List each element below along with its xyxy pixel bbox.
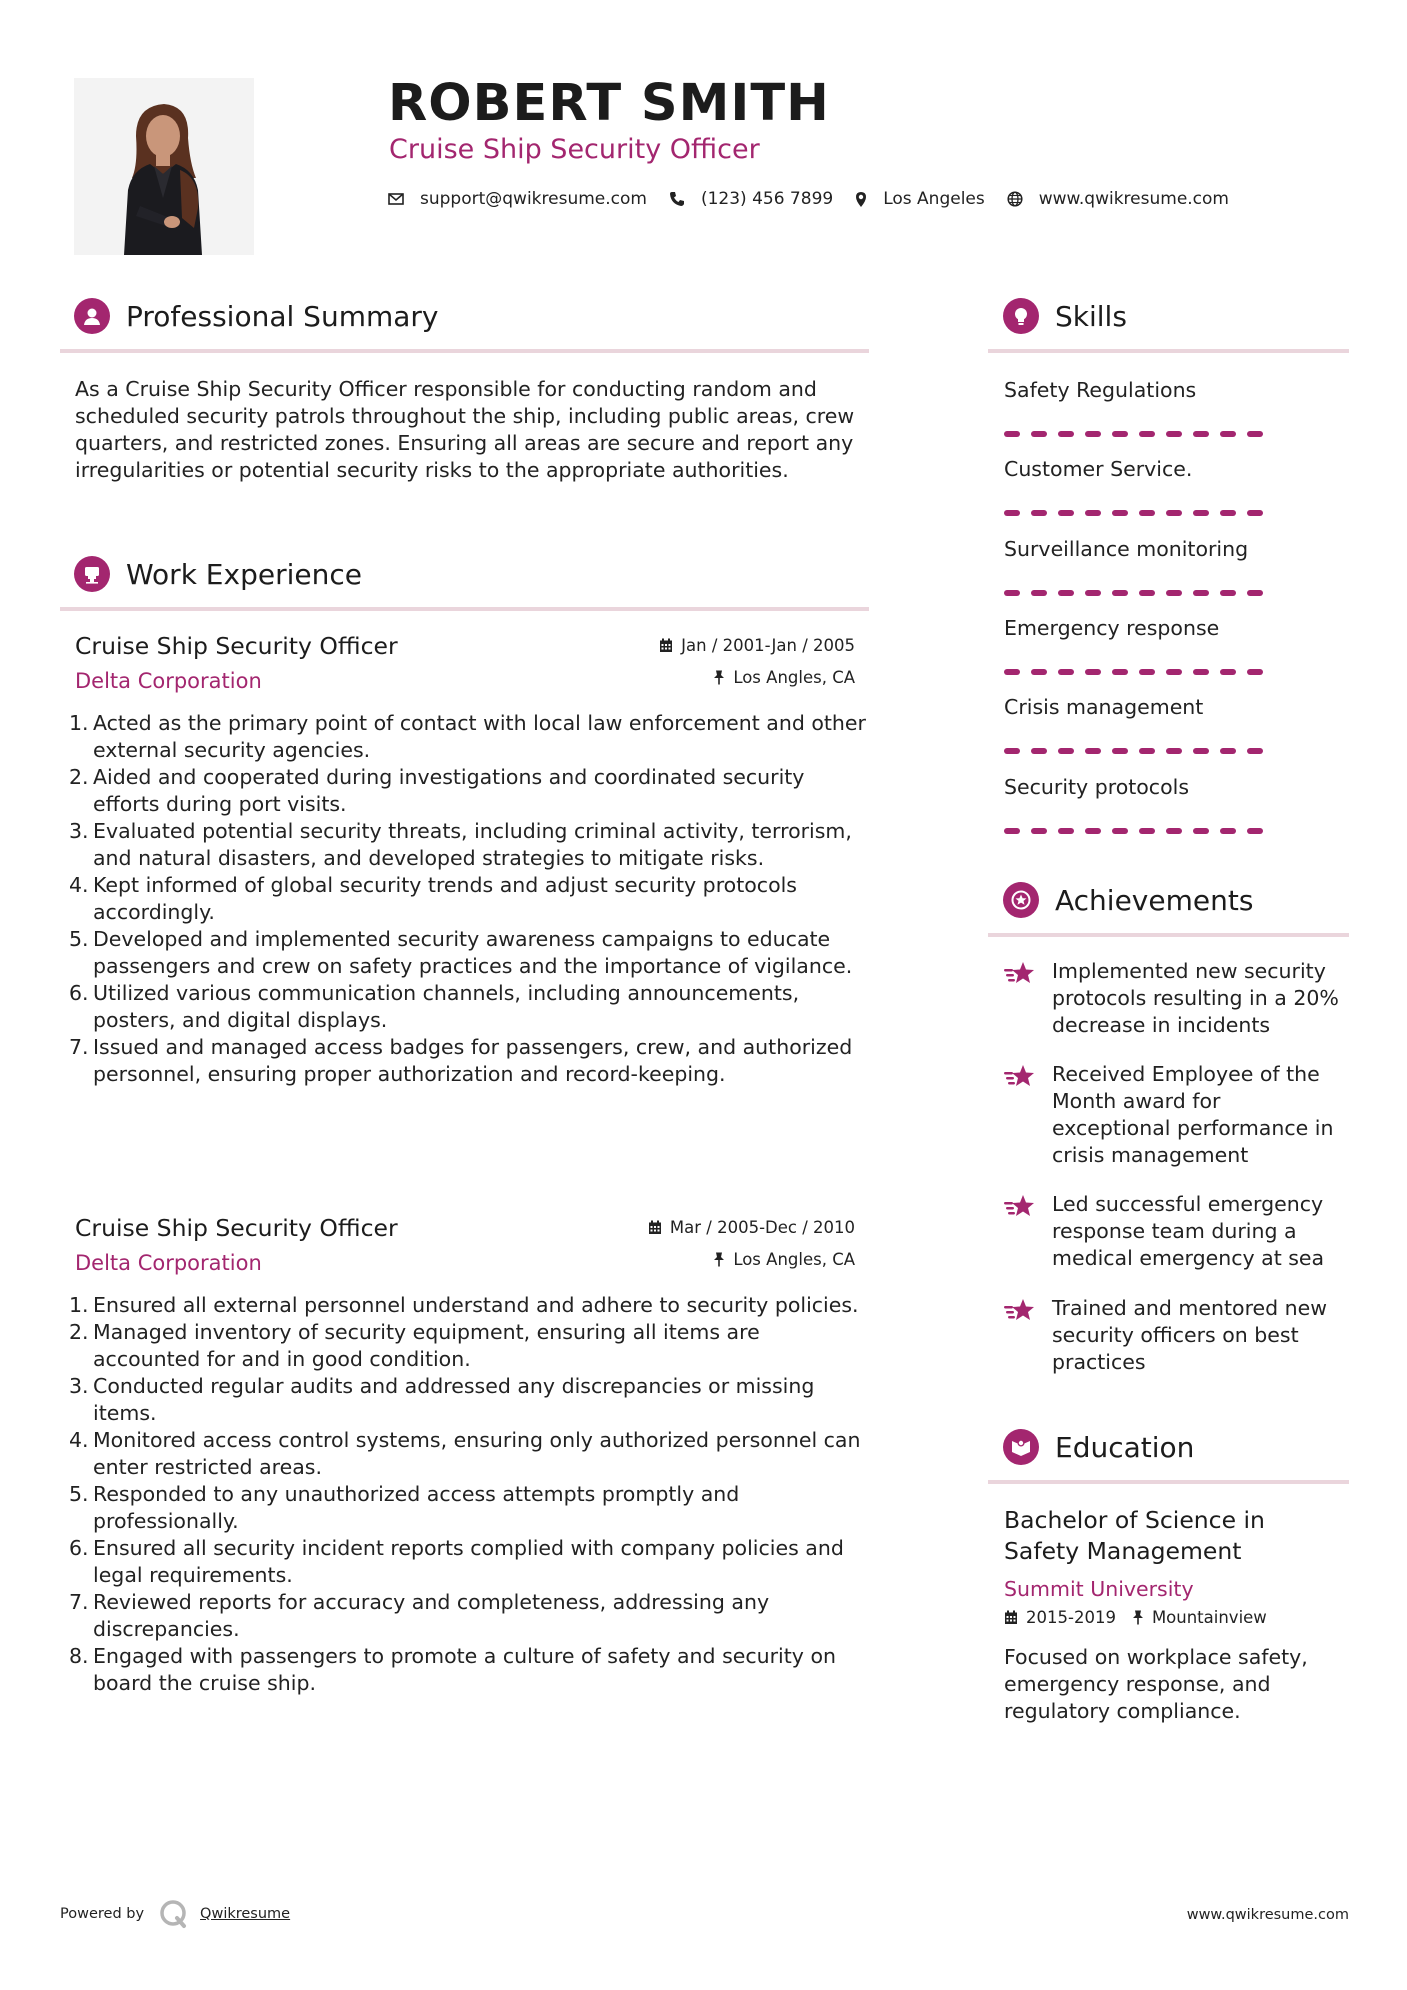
skill-item bbox=[1004, 378, 1274, 437]
skill-dot bbox=[1220, 431, 1236, 437]
job-duties-list bbox=[69, 710, 869, 1088]
skill-dot bbox=[1112, 510, 1128, 516]
skill-dot bbox=[1112, 748, 1128, 754]
skill-dot bbox=[1004, 669, 1020, 675]
globe-icon bbox=[1007, 191, 1023, 207]
skill-dot bbox=[1031, 669, 1047, 675]
skill-dot bbox=[1193, 669, 1209, 675]
skills-heading-row bbox=[1003, 298, 1127, 334]
skill-dot bbox=[1139, 828, 1155, 834]
skill-dot bbox=[1031, 748, 1047, 754]
skill-dot bbox=[1058, 669, 1074, 675]
contact-location-text: Los Angeles bbox=[883, 189, 985, 209]
shooting-star-icon bbox=[1003, 1297, 1037, 1325]
achievements-divider bbox=[988, 933, 1349, 937]
skill-dot bbox=[1193, 748, 1209, 754]
skill-dot bbox=[1112, 669, 1128, 675]
skill-dot bbox=[1031, 510, 1047, 516]
skill-dot bbox=[1031, 590, 1047, 596]
achievements-heading: Achievements bbox=[1055, 883, 1254, 917]
skill-rating bbox=[1004, 669, 1274, 675]
skill-dot bbox=[1085, 828, 1101, 834]
envelope-icon bbox=[388, 193, 404, 205]
skills-heading: Skills bbox=[1055, 299, 1127, 333]
skill-dot bbox=[1247, 828, 1263, 834]
list-item: 5. Responded to any unauthorized access attempts promptly and professionally. bbox=[69, 1482, 740, 1533]
skill-name: Crisis management bbox=[1004, 695, 1204, 719]
skill-dot bbox=[1247, 748, 1263, 754]
list-item: 5. Developed and implemented security awareness campaigns to educate passengers and crew on safety practices and the importance of vigilance. bbox=[69, 927, 853, 978]
skill-rating bbox=[1004, 748, 1274, 754]
skill-dot bbox=[1220, 748, 1236, 754]
achievements-heading-row bbox=[1003, 882, 1253, 918]
achievement-item bbox=[1003, 1295, 1343, 1376]
summary-heading: Professional Summary bbox=[126, 299, 439, 333]
job-location bbox=[713, 668, 855, 687]
achievement-item bbox=[1003, 1191, 1343, 1272]
education-years: 2015-2019 bbox=[1026, 1608, 1116, 1627]
skill-dot bbox=[1004, 431, 1020, 437]
skill-dot bbox=[1166, 431, 1182, 437]
skill-rating bbox=[1004, 510, 1274, 516]
skill-item bbox=[1004, 695, 1274, 754]
education-divider bbox=[988, 1480, 1349, 1484]
skill-dot bbox=[1112, 431, 1128, 437]
skill-item bbox=[1004, 537, 1274, 596]
job-date bbox=[659, 636, 855, 655]
job-title: Cruise Ship Security Officer bbox=[75, 632, 398, 660]
shooting-star-icon bbox=[1003, 1063, 1037, 1091]
pushpin-icon bbox=[713, 1252, 725, 1267]
qwikresume-link[interactable]: Qwikresume bbox=[200, 1906, 291, 1922]
skill-dot bbox=[1139, 748, 1155, 754]
skill-dot bbox=[1220, 669, 1236, 675]
footer-branding bbox=[60, 1898, 290, 1930]
achievement-text: Received Employee of the Month award for exceptional performance in crisis management bbox=[1052, 1062, 1334, 1167]
contact-phone-text: (123) 456 7899 bbox=[700, 189, 834, 209]
skill-dot bbox=[1166, 748, 1182, 754]
skill-dot bbox=[1031, 828, 1047, 834]
education-location: Mountainview bbox=[1151, 1608, 1267, 1627]
job-entry bbox=[69, 632, 866, 1172]
skill-dot bbox=[1247, 590, 1263, 596]
skill-name: Security protocols bbox=[1004, 775, 1190, 799]
summary-heading-row bbox=[74, 298, 438, 334]
summary-divider bbox=[60, 349, 869, 353]
skill-name: Customer Service. bbox=[1004, 457, 1193, 481]
calendar-icon bbox=[1004, 1610, 1018, 1625]
job-date-text: Mar / 2005-Dec / 2010 bbox=[669, 1218, 855, 1237]
skill-dot bbox=[1139, 590, 1155, 596]
skill-dot bbox=[1139, 510, 1155, 516]
education-description: Focused on workplace safety, emergency response, and regulatory compliance. bbox=[1004, 1645, 1308, 1723]
skill-name: Emergency response bbox=[1004, 616, 1220, 640]
contact-email-text: support@qwikresume.com bbox=[420, 189, 647, 209]
job-location-text: Los Angles, CA bbox=[733, 668, 855, 687]
skills-divider bbox=[988, 349, 1349, 353]
shooting-star-icon bbox=[1003, 960, 1037, 988]
skill-dot bbox=[1220, 510, 1236, 516]
skill-dot bbox=[1166, 590, 1182, 596]
list-item: 1. Ensured all external personnel understand and adhere to security policies. bbox=[69, 1293, 859, 1317]
skill-dot bbox=[1085, 748, 1101, 754]
pushpin-icon bbox=[1132, 1610, 1144, 1625]
graduate-icon bbox=[1003, 1429, 1039, 1465]
skill-dot bbox=[1085, 510, 1101, 516]
education-heading: Education bbox=[1055, 1430, 1195, 1464]
job-location-text: Los Angles, CA bbox=[733, 1250, 855, 1269]
contact-phone[interactable] bbox=[669, 189, 833, 209]
skill-dot bbox=[1139, 669, 1155, 675]
skill-dot bbox=[1004, 748, 1020, 754]
list-item: 8. Engaged with passengers to promote a culture of safety and security on board the cruise ship. bbox=[69, 1644, 836, 1695]
list-item: 1. Acted as the primary point of contact with local law enforcement and other external security agencies. bbox=[69, 711, 866, 762]
job-company: Delta Corporation bbox=[75, 1251, 262, 1275]
job-duties-list bbox=[69, 1292, 869, 1697]
list-item: 4. Monitored access control systems, ensuring only authorized personnel can enter restricted areas. bbox=[69, 1428, 861, 1479]
contact-website-text: www.qwikresume.com bbox=[1038, 189, 1229, 209]
skill-dot bbox=[1166, 669, 1182, 675]
candidate-title: Cruise Ship Security Officer bbox=[389, 134, 760, 165]
list-item: 7. Issued and managed access badges for passengers, crew, and authorized personnel, ensuring proper authorization and record-keeping. bbox=[69, 1035, 853, 1086]
skill-item bbox=[1004, 457, 1274, 516]
skill-dot bbox=[1058, 431, 1074, 437]
list-item: 4. Kept informed of global security trends and adjust security protocols accordingly. bbox=[69, 873, 797, 924]
achievement-text: Trained and mentored new security officers on best practices bbox=[1052, 1296, 1328, 1374]
list-item: 3. Conducted regular audits and addressed any discrepancies or missing items. bbox=[69, 1374, 815, 1425]
skill-dot bbox=[1193, 590, 1209, 596]
education-school: Summit University bbox=[1004, 1577, 1194, 1601]
footer-website[interactable]: www.qwikresume.com bbox=[1186, 1907, 1349, 1923]
location-pin-icon bbox=[855, 191, 867, 208]
achievement-item bbox=[1003, 1061, 1343, 1169]
job-date-text: Jan / 2001-Jan / 2005 bbox=[681, 636, 855, 655]
person-photo-illustration bbox=[74, 78, 254, 255]
profile-photo bbox=[74, 78, 254, 255]
skill-dot bbox=[1085, 669, 1101, 675]
achievement-text: Implemented new security protocols resulting in a 20% decrease in incidents bbox=[1052, 959, 1339, 1037]
skill-name: Surveillance monitoring bbox=[1004, 537, 1249, 561]
skill-dot bbox=[1193, 828, 1209, 834]
skill-dot bbox=[1004, 590, 1020, 596]
skill-dot bbox=[1058, 748, 1074, 754]
achievement-item bbox=[1003, 958, 1343, 1039]
list-item: 6. Ensured all security incident reports complied with company policies and legal requirements. bbox=[69, 1536, 844, 1587]
list-item: 6. Utilized various communication channels, including announcements, posters, and digital displays. bbox=[69, 981, 800, 1032]
skill-dot bbox=[1085, 431, 1101, 437]
job-location bbox=[713, 1250, 855, 1269]
job-title: Cruise Ship Security Officer bbox=[75, 1214, 398, 1242]
list-item: 7. Reviewed reports for accuracy and completeness, addressing any discrepancies. bbox=[69, 1590, 770, 1641]
job-date bbox=[648, 1218, 855, 1237]
skill-dot bbox=[1058, 828, 1074, 834]
user-icon bbox=[74, 298, 110, 334]
briefcase-icon bbox=[74, 556, 110, 592]
skill-dot bbox=[1247, 510, 1263, 516]
experience-heading-row bbox=[74, 556, 362, 592]
skill-rating bbox=[1004, 431, 1274, 437]
contact-location bbox=[855, 189, 985, 209]
job-entry bbox=[69, 1214, 861, 1734]
skill-dot bbox=[1004, 510, 1020, 516]
star-badge-icon bbox=[1003, 882, 1039, 918]
skill-name: Safety Regulations bbox=[1004, 378, 1197, 402]
skill-item bbox=[1004, 616, 1274, 675]
experience-divider bbox=[60, 607, 869, 611]
contact-website[interactable] bbox=[1007, 189, 1229, 209]
calendar-icon bbox=[648, 1220, 662, 1235]
list-item: 2. Aided and cooperated during investigations and coordinated security efforts during port visits. bbox=[69, 765, 805, 816]
achievement-text: Led successful emergency response team during a medical emergency at sea bbox=[1052, 1192, 1325, 1270]
skill-dot bbox=[1247, 431, 1263, 437]
skill-dot bbox=[1193, 510, 1209, 516]
skill-dot bbox=[1247, 669, 1263, 675]
skill-dot bbox=[1139, 431, 1155, 437]
calendar-icon bbox=[659, 638, 673, 653]
skill-dot bbox=[1166, 828, 1182, 834]
job-company: Delta Corporation bbox=[75, 669, 262, 693]
skill-rating bbox=[1004, 828, 1274, 834]
lightbulb-icon bbox=[1003, 298, 1039, 334]
education-meta bbox=[1004, 1608, 1267, 1627]
skill-dot bbox=[1058, 510, 1074, 516]
skill-dot bbox=[1166, 510, 1182, 516]
skill-dot bbox=[1220, 828, 1236, 834]
shooting-star-icon bbox=[1003, 1193, 1037, 1221]
skill-item bbox=[1004, 775, 1274, 834]
experience-heading: Work Experience bbox=[126, 557, 362, 591]
skill-dot bbox=[1004, 828, 1020, 834]
skill-dot bbox=[1058, 590, 1074, 596]
summary-text: As a Cruise Ship Security Officer responsible for conducting random and scheduled security patrols throughout the ship, including public areas, crew quarters, and restricted zones. Ensuring all areas are secure and report any irregularities or potential security risks to the appropriate authorities. bbox=[75, 377, 855, 482]
skill-dot bbox=[1031, 431, 1047, 437]
skill-dot bbox=[1193, 431, 1209, 437]
pushpin-icon bbox=[713, 670, 725, 685]
list-item: 3. Evaluated potential security threats, including criminal activity, terrorism, and natural disasters, and developed strategies to mitigate risks. bbox=[69, 819, 852, 870]
phone-icon bbox=[669, 191, 685, 207]
education-heading-row bbox=[1003, 1429, 1194, 1465]
skill-dot bbox=[1112, 590, 1128, 596]
contact-email[interactable] bbox=[388, 189, 647, 209]
powered-by-label: Powered by bbox=[60, 1906, 145, 1922]
list-item: 2. Managed inventory of security equipment, ensuring all items are accounted for and in good condition. bbox=[69, 1320, 760, 1371]
contact-bar bbox=[388, 186, 1229, 212]
qwikresume-logo-icon bbox=[158, 1898, 190, 1930]
skill-rating bbox=[1004, 590, 1274, 596]
skill-dot bbox=[1085, 590, 1101, 596]
candidate-name: ROBERT SMITH bbox=[388, 74, 830, 133]
education-degree: Bachelor of Science in Safety Management bbox=[1004, 1506, 1265, 1565]
skill-dot bbox=[1220, 590, 1236, 596]
skill-dot bbox=[1112, 828, 1128, 834]
